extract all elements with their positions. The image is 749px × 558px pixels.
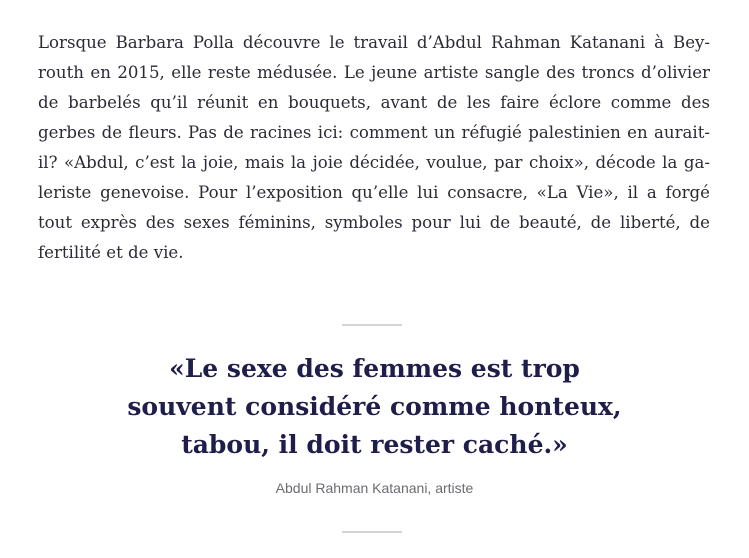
pullquote-line: souvent considéré comme honteux,	[127, 392, 622, 421]
pullquote-top-divider	[342, 324, 402, 326]
paragraph-line: tout exprès des sexes féminins, symboles pour lui de beauté, de liberté, de	[38, 213, 710, 232]
pullquote-bottom-divider	[342, 531, 402, 533]
pullquote-text	[95, 350, 655, 464]
paragraph-line: de barbelés qu’il réunit en bouquets, avant de les faire éclore comme des	[38, 93, 710, 112]
paragraph-line: Lorsque Barbara Polla découvre le travail d’Abdul Rahman Katanani à Bey-	[38, 33, 710, 52]
pullquote	[0, 324, 749, 496]
paragraph-line: il? «Abdul, c’est la joie, mais la joie décidée, voulue, par choix», décode la ga-	[38, 153, 710, 172]
paragraph-line: gerbes de fleurs. Pas de racines ici: comment un réfugié palestinien en aurait-	[38, 123, 710, 142]
pullquote-line: tabou, il doit rester caché.»	[181, 430, 568, 459]
paragraph-line: routh en 2015, elle reste médusée. Le jeune artiste sangle des troncs d’olivier	[38, 63, 710, 82]
paragraph-line: leriste genevoise. Pour l’exposition qu’elle lui consacre, «La Vie», il a forgé	[38, 183, 710, 202]
paragraph-line: fertilité et de vie.	[38, 243, 184, 262]
pullquote-line: «Le sexe des femmes est trop	[169, 354, 580, 383]
article-paragraph	[38, 28, 710, 268]
pullquote-attribution: Abdul Rahman Katanani, artiste	[275, 480, 474, 496]
